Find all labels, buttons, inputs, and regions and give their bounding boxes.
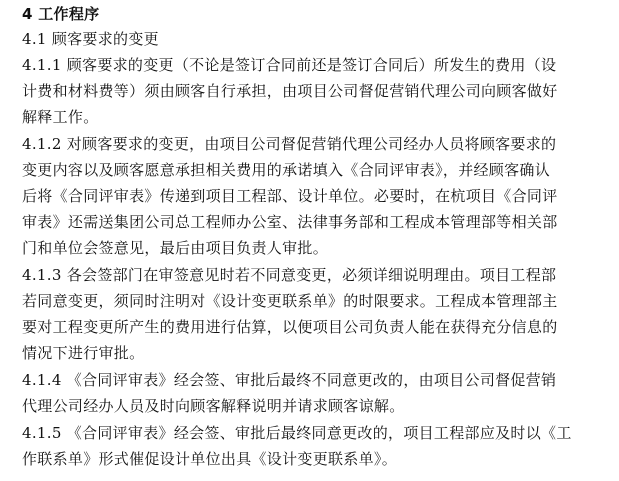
paragraph-line: 4.1.4 《合同评审表》经会签、审批后最终不同意更改的，由项目公司督促营销 [22, 371, 557, 389]
paragraph-line: 计费和材料费等）须由顾客自行承担，由项目公司督促营销代理公司向顾客做好 [22, 82, 558, 100]
paragraph-line: 4.1.1 顾客要求的变更（不论是签订合同前还是签订合同后）所发生的费用（设 [22, 56, 557, 74]
paragraph-line: 4.1.3 各会签部门在审签意见时若不同意变更，必须详细说明理由。项目工程部 [22, 266, 557, 284]
paragraph-line: 变更内容以及顾客愿意承担相关费用的承诺填入《合同评审表》，并经顾客确认 [22, 161, 551, 179]
paragraph-line: 若同意变更，须同时注明对《设计变更联系单》的时限要求。工程成本管理部主 [22, 292, 558, 310]
paragraph-line: 审表》还需送集团公司总工程师办公室、法律事务部和工程成本管理部等相关部 [22, 213, 558, 231]
paragraph-line: 4.1.2 对顾客要求的变更，由项目公司督促营销代理公司经办人员将顾客要求的 [22, 135, 557, 153]
paragraph-line: 代理公司经办人员及时向顾客解释说明并请求顾客谅解。 [22, 397, 405, 415]
section-title: 4.1 顾客要求的变更 [22, 30, 159, 48]
paragraph-line: 情况下进行审批。 [22, 344, 145, 362]
paragraph-line: 4.1.5 《合同评审表》经会签、审批后最终同意更改的，项目工程部应及时以《工 [22, 424, 572, 442]
paragraph-line: 作联系单》形式催促设计单位出具《设计变更联系单》。 [22, 450, 398, 468]
paragraph-line: 解释工作。 [22, 108, 99, 126]
paragraph-line: 门和单位会签意见，最后由项目负责人审批。 [22, 239, 329, 257]
heading-title: 4 工作程序 [22, 5, 100, 23]
paragraph-line: 后将《合同评审表》传递到项目工程部、设计单位。必要时，在杭项目《合同评 [22, 187, 558, 205]
paragraph-line: 要对工程变更所产生的费用进行估算，以便项目公司负责人能在获得充分信息的 [22, 318, 558, 336]
